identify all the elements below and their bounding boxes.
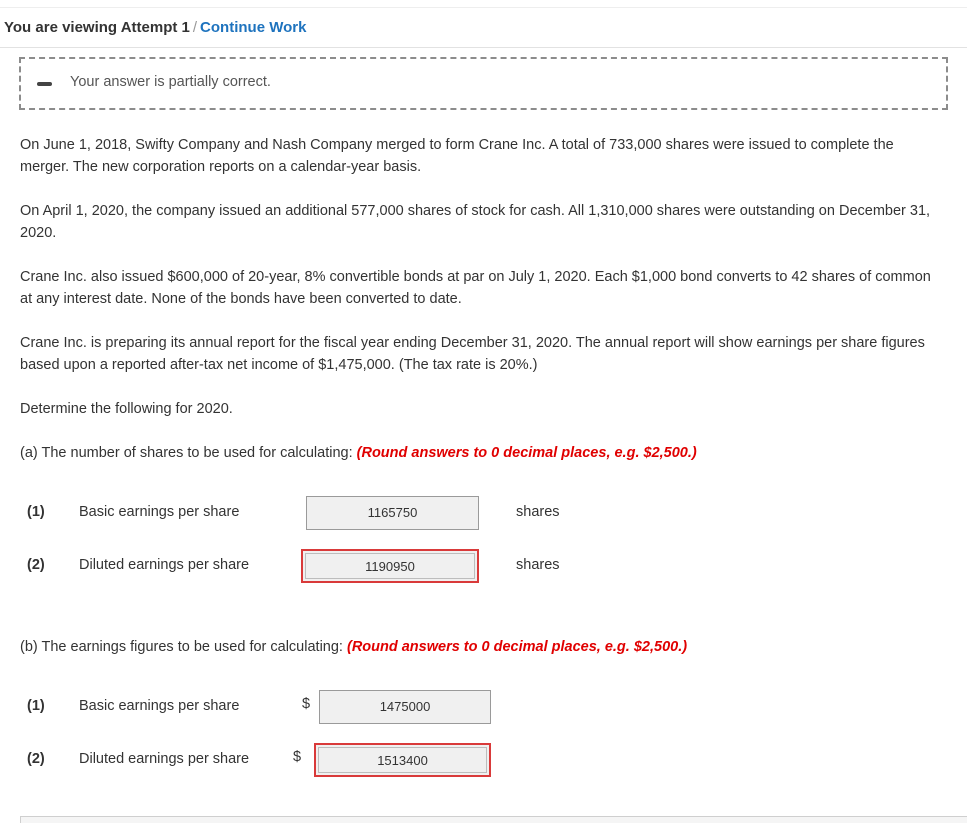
part-a-prompt-text: (a) The number of shares to be used for calculating:: [20, 445, 353, 461]
attempt-separator: /: [192, 19, 198, 36]
part-a-instruction: (Round answers to 0 decimal places, e.g. $2,500.): [356, 445, 697, 461]
row-label: Diluted earnings per share: [79, 557, 250, 573]
row-number: (2): [27, 557, 45, 573]
part-a-row-basic: [0, 496, 967, 530]
part-b-row-basic: [0, 690, 967, 724]
attempt-bar: [0, 18, 967, 48]
attempt-label: You are viewing Attempt 1: [4, 19, 190, 36]
basic-eps-earnings-input[interactable]: 1475000: [319, 690, 491, 724]
partial-correct-notice: [19, 57, 948, 110]
row-number: (2): [27, 751, 45, 767]
partial-minus-icon: [37, 82, 52, 86]
top-divider: [0, 7, 967, 8]
row-label: Basic earnings per share: [79, 698, 240, 714]
currency-symbol: $: [302, 696, 311, 712]
diluted-eps-earnings-value: 1513400: [318, 747, 487, 773]
part-b-prompt: [20, 636, 945, 658]
row-unit: shares: [516, 557, 560, 573]
basic-eps-shares-input[interactable]: 1165750: [306, 496, 479, 530]
part-b-row-diluted: [0, 743, 967, 777]
part-a-row-diluted: [0, 549, 967, 583]
part-b-instruction: (Round answers to 0 decimal places, e.g. $2,500.): [346, 639, 688, 655]
problem-paragraph-4: Crane Inc. is preparing its annual report for the fiscal year ending December 31, 2020. The annual report will show earnings per share figures based upon a reported after-tax net income of $1,475,000. (The tax rate is 20%.): [20, 335, 925, 373]
currency-symbol: $: [293, 749, 302, 765]
row-unit: shares: [516, 504, 560, 520]
diluted-eps-earnings-input[interactable]: [314, 743, 491, 777]
continue-work-link[interactable]: Continue Work: [200, 19, 307, 36]
part-b-prompt-text: (b) The earnings figures to be used for calculating:: [20, 639, 343, 655]
row-number: (1): [27, 698, 45, 714]
problem-paragraph-2: On April 1, 2020, the company issued an additional 577,000 shares of stock for cash. All 1,310,000 shares were outstanding on December 31, 2020.: [20, 203, 931, 241]
row-number: (1): [27, 504, 45, 520]
row-label: Basic earnings per share: [79, 504, 240, 520]
notice-message: Your answer is partially correct.: [70, 74, 271, 90]
problem-paragraph-5: Determine the following for 2020.: [20, 401, 233, 417]
problem-paragraph-3: Crane Inc. also issued $600,000 of 20-year, 8% convertible bonds at par on July 1, 2020. Each $1,000 bond converts to 42 shares of common at any interest date. None of the bonds have been converted to date.: [20, 269, 931, 307]
next-panel-edge: [20, 816, 967, 823]
part-a-prompt: [20, 442, 945, 464]
diluted-eps-shares-value: 1190950: [305, 553, 475, 579]
row-label: Diluted earnings per share: [79, 751, 250, 767]
problem-paragraph-1: On June 1, 2018, Swifty Company and Nash Company merged to form Crane Inc. A total of 733,000 shares were issued to complete the merger. The new corporation reports on a calendar-year basis.: [20, 137, 894, 175]
diluted-eps-shares-input[interactable]: [301, 549, 479, 583]
